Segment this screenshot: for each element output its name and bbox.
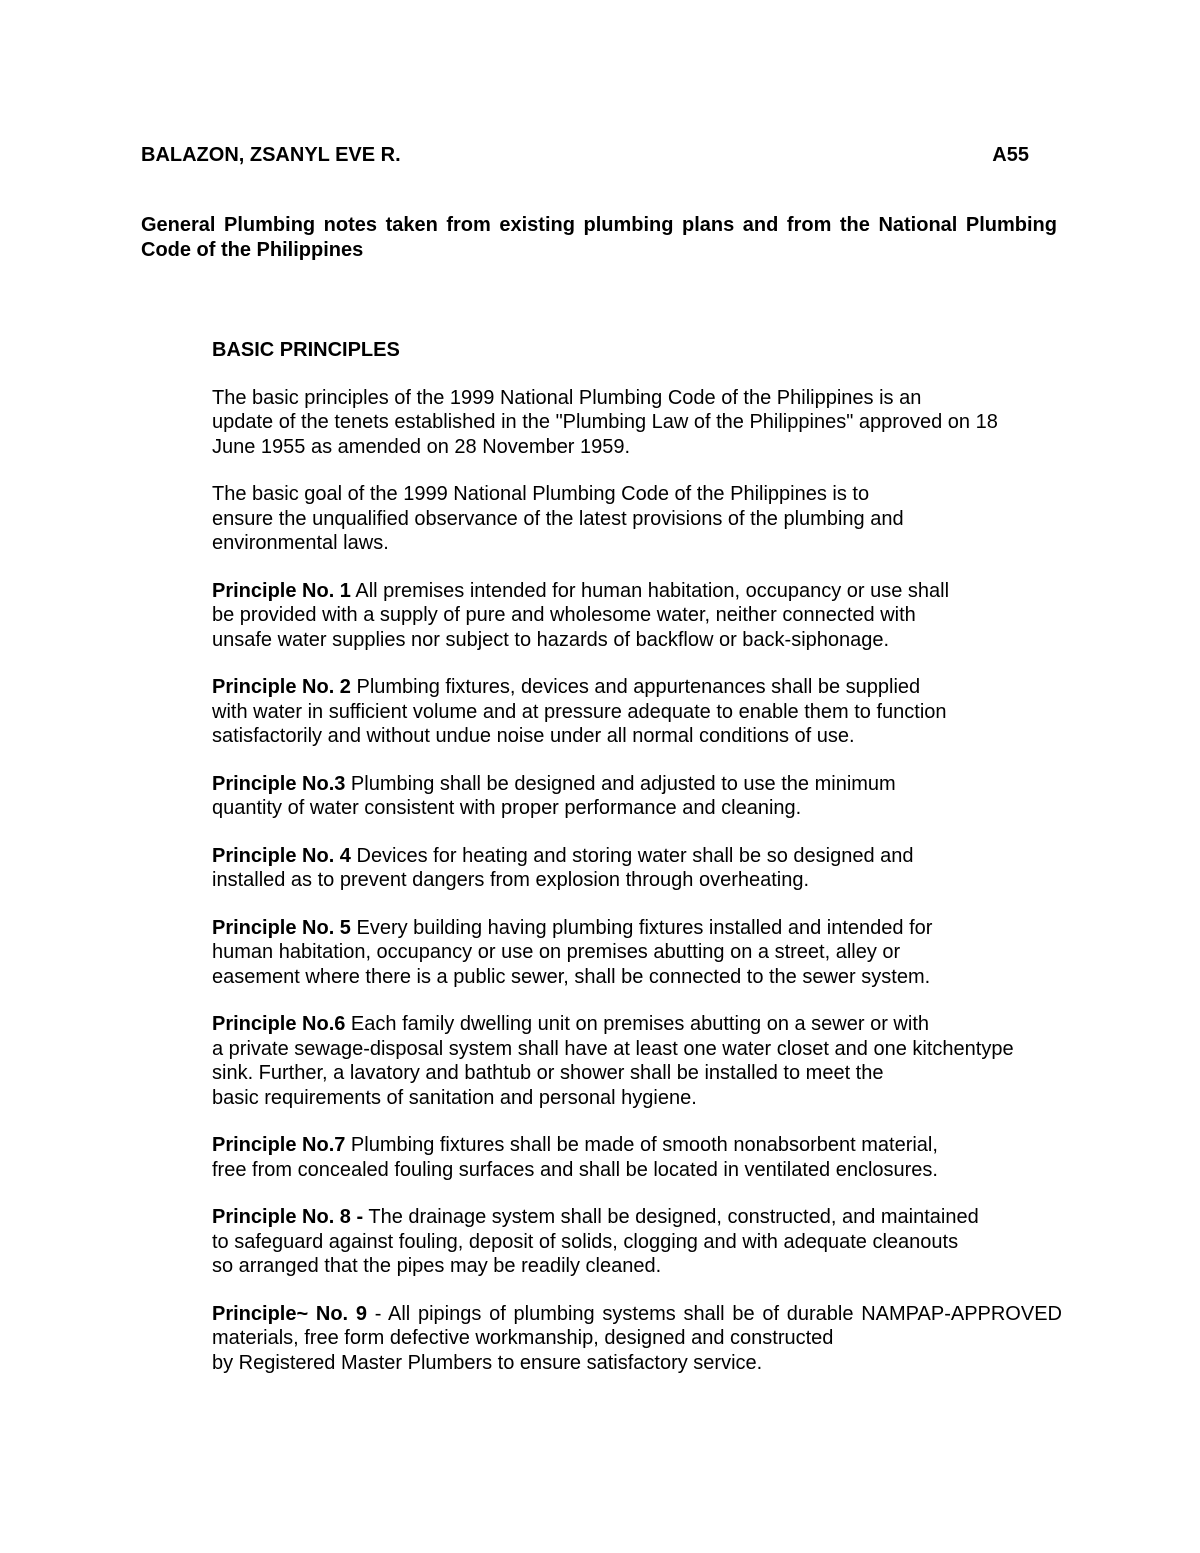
intro-paragraph <box>212 482 1062 556</box>
principle-label: Principle No. 2 <box>212 676 351 698</box>
paragraph-line <box>212 916 1062 941</box>
intro-paragraphs <box>212 386 1062 556</box>
intro-paragraph <box>212 386 1062 460</box>
principle-label: Principle No. 4 <box>212 844 351 867</box>
principle-paragraph <box>212 916 1062 990</box>
paragraph-line: unsafe water supplies nor subject to hazards of backflow or back-siphonage. <box>212 628 890 651</box>
paragraph-line: The basic principles of the 1999 National Plumbing Code of the Philippines is an <box>212 386 922 409</box>
paragraph-line <box>212 1205 1062 1230</box>
principle-paragraph <box>212 1205 1062 1279</box>
paragraph-line: human habitation, occupancy or use on premises abutting on a street, alley or <box>212 941 901 963</box>
paragraph-line <box>212 772 1062 797</box>
document-body <box>212 338 1062 1398</box>
principle-label: Principle No.6 <box>212 1013 346 1035</box>
principle-paragraph <box>212 844 1062 893</box>
principle-label: Principle No. 1 <box>212 579 351 602</box>
paragraph-line: sink. Further, a lavatory and bathtub or shower shall be installed to meet the <box>212 1062 884 1084</box>
principle-paragraph <box>212 675 1062 749</box>
paragraph-line: update of the tenets established in the "Plumbing Law of the Philippines" approved on 18 <box>212 411 998 433</box>
paragraph-line <box>212 579 1062 604</box>
paragraph-line: a private sewage-disposal system shall have at least one water closet and one kitchentype <box>212 1037 1014 1060</box>
principle-text: Plumbing fixtures shall be made of smooth nonabsorbent material, <box>345 1134 938 1156</box>
paragraph-line: basic requirements of sanitation and personal hygiene. <box>212 1086 697 1109</box>
principle-text: All premises intended for human habitation, occupancy or use shall <box>350 579 950 602</box>
principle-paragraph <box>212 579 1062 653</box>
paragraph-line: free from concealed fouling surfaces and shall be located in ventilated enclosures. <box>212 1158 938 1181</box>
paragraph-line: easement where there is a public sewer, shall be connected to the sewer system. <box>212 965 931 988</box>
principle-text: Devices for heating and storing water shall be so designed and <box>350 844 914 867</box>
section-code: A55 <box>992 144 1029 166</box>
paragraph-line: ensure the unqualified observance of the latest provisions of the plumbing and <box>212 507 904 530</box>
principle-label: Principle No.3 <box>212 772 346 795</box>
principle-label: Principle No. 8 - <box>212 1206 364 1228</box>
paragraph-line: be provided with a supply of pure and wholesome water, neither connected with <box>212 604 916 626</box>
paragraph-line: to safeguard against fouling, deposit of solids, clogging and with adequate cleanouts <box>212 1230 959 1253</box>
principle-label: Principle No.7 <box>212 1134 346 1156</box>
principle-paragraph <box>212 1302 1062 1376</box>
paragraph-line <box>212 675 1062 700</box>
principle-paragraph <box>212 772 1062 821</box>
principle-label: Principle No. 5 <box>212 916 351 939</box>
paragraph-line: satisfactorily and without undue noise under all normal conditions of use. <box>212 725 855 747</box>
paragraph-line: with water in sufficient volume and at pressure adequate to enable them to function <box>212 700 947 723</box>
paragraph-line: environmental laws. <box>212 532 389 554</box>
paragraph-line: installed as to prevent dangers from explosion through overheating. <box>212 869 810 891</box>
document-title: General Plumbing notes taken from existing plumbing plans and from the National Plumbing Code of the Philippines <box>141 214 1057 261</box>
author-name: BALAZON, ZSANYL EVE R. <box>141 144 401 166</box>
paragraph-line: quantity of water consistent with proper performance and cleaning. <box>212 797 802 819</box>
principle-text: Plumbing fixtures, devices and appurtenances shall be supplied <box>350 676 921 698</box>
principles-list <box>212 579 1062 1376</box>
paragraph-line <box>212 844 1062 869</box>
principle-text: Plumbing shall be designed and adjusted to use the minimum <box>345 772 896 795</box>
paragraph-line: by Registered Master Plumbers to ensure satisfactory service. <box>212 1351 763 1374</box>
section-heading: BASIC PRINCIPLES <box>212 339 400 361</box>
paragraph-line <box>212 1133 1062 1158</box>
principle-text: - All pipings of plumbing systems shall be of durable NAMPAP-APPROVED materials, free form defective workmanship, designed and constructed <box>212 1302 1062 1349</box>
principle-label: Principle~ No. 9 <box>212 1302 367 1325</box>
principle-text: The drainage system shall be designed, constructed, and maintained <box>363 1206 979 1228</box>
paragraph-line: June 1955 as amended on 28 November 1959. <box>212 435 631 458</box>
principle-text: Each family dwelling unit on premises abutting on a sewer or with <box>345 1013 929 1035</box>
principle-text: Every building having plumbing fixtures installed and intended for <box>350 916 933 939</box>
principle-justified-text <box>212 1303 1062 1350</box>
paragraph-line: The basic goal of the 1999 National Plumbing Code of the Philippines is to <box>212 483 870 505</box>
paragraph-line: so arranged that the pipes may be readily cleaned. <box>212 1255 662 1277</box>
principle-paragraph <box>212 1133 1062 1182</box>
principle-paragraph <box>212 1012 1062 1110</box>
paragraph-line <box>212 1012 1062 1037</box>
